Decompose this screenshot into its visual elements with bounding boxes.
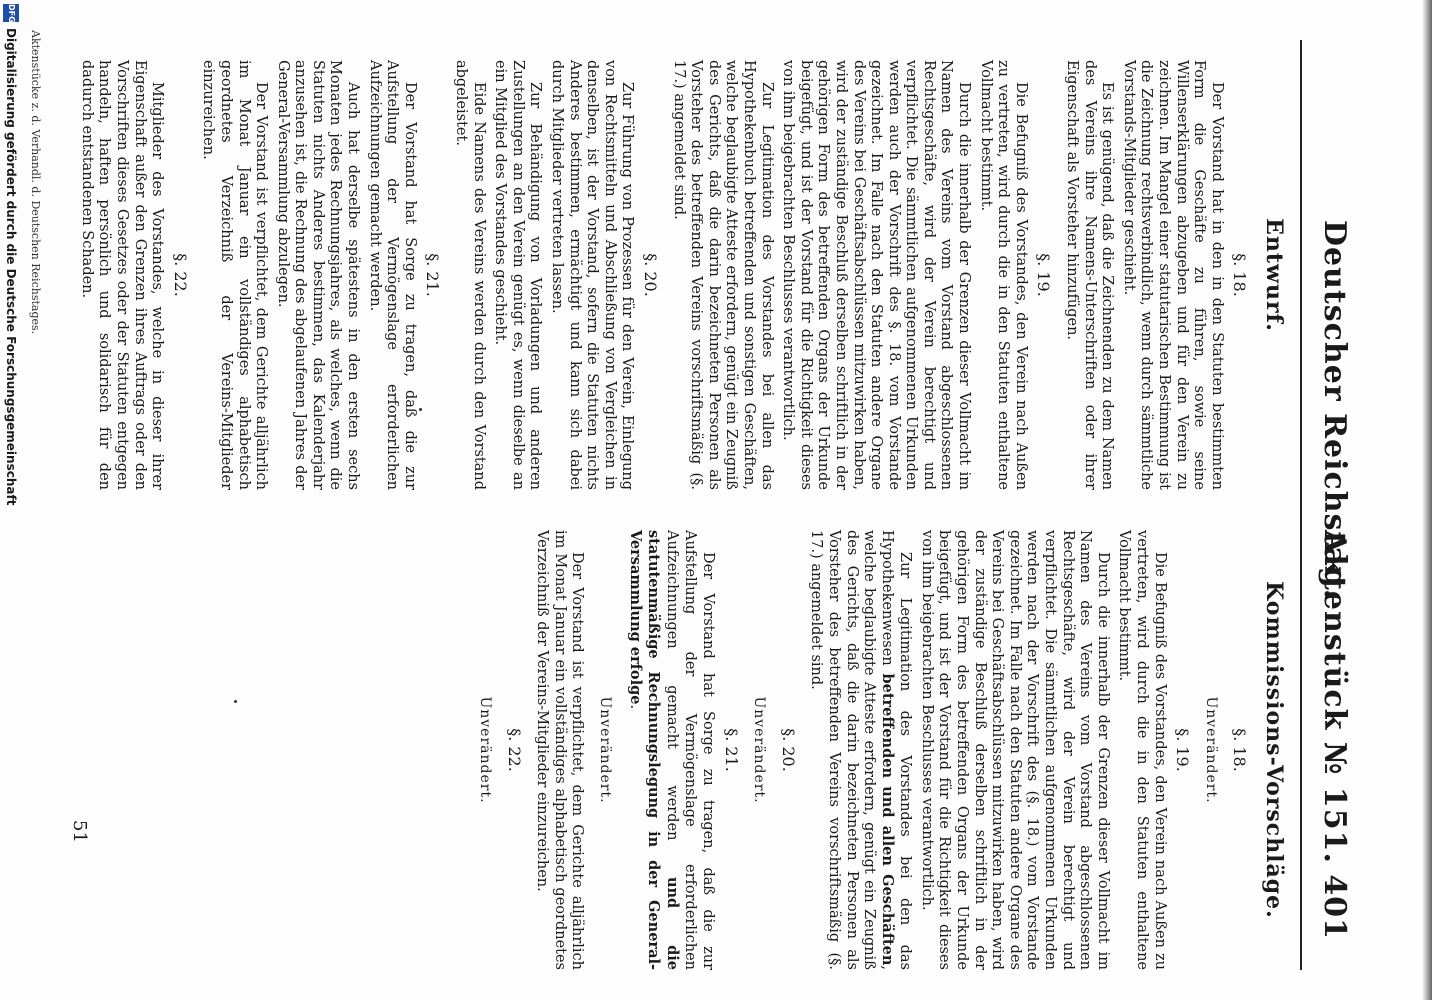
- paragraph: Die Befugniß des Vorstandes, den Verein nach Außen zu vertreten, wird durch die in den Statuten enthaltene Vollmacht bestimmt.: [977, 60, 1029, 490]
- paragraph: Mitglieder des Vorstandes, welche in dieser ihrer Eigenschaft außer den Grenzen ihres Auftrags oder den Vorschriften dieses Gesetzes oder der Statuten entgegen handeln, haften persönlich und solidarisch für den dadurch entstandenen Schaden.: [78, 60, 166, 490]
- unchanged-note: Unverändert.: [597, 696, 613, 804]
- amended-text: betreffenden und allen Geschäften: [878, 673, 896, 966]
- section-head-22: §. 22.: [504, 728, 524, 772]
- column-title-kommission: Kommissions-Vorschläge.: [1261, 581, 1287, 919]
- paragraph: Der Vorstand hat Sorge zu tragen, daß die zur Aufstellung der Vermögenslage erforderlichen Aufzeichnungen gemacht werden.: [366, 60, 418, 490]
- scan-edge-shadow: [1422, 0, 1432, 1000]
- page-number: 401: [1317, 874, 1352, 940]
- paragraph: Zur Behändigung von Vorladungen und anderen Zustellungen an den Verein genügt es, wenn dieselbe an ein Mitglied des Vorstandes geschieht.: [492, 60, 544, 490]
- header-rule: [1300, 40, 1302, 970]
- section-head-21: §. 21.: [721, 728, 741, 772]
- section-head-19: §. 19.: [1173, 728, 1193, 772]
- digitization-bar: [0, 0, 22, 1000]
- paragraph: Durch die innerhalb der Grenzen dieser Vollmacht im Namen des Vereins vom Vorstand abgeschlossenen Rechtsgeschäfte, wird der Verein berechtigt und verpflichtet. Die sämmtlichen aufgenommenen Urkunden werden nach der Vorschrift des (§. 18.) vom Vorstande gezeichnet. Im Falle nach den Statuten andere Organe des Vereins bei Geschäftsabschlüssen mitzuwirken haben, wird der zuständige Beschluß derselben schriftlich in der gehörigen Form des betreffenden Organs der Urkunde beigefügt, und ist der Vorstand für die Richtigkeit dieses von ihm beigebrachten Beschlusses verantwortlich.: [918, 530, 1111, 970]
- scan-speck: [234, 700, 237, 703]
- amended-text: und die statutenmäßige Rechnungslegung in der General-Versammlung erfolge: [626, 530, 681, 970]
- paragraph: Der Vorstand hat in den in den Statuten bestimmten Form die Geschäfte zu führen, sowie seine Willenserklärungen abzugeben und für den Verein zu zeichnen. Im Mangel einer statutarischen Bestimmung ist die Zeichnung rechtsverbindlich, wenn durch sämmtliche Vorstands-Mitglieder geschieht.: [1120, 60, 1225, 490]
- unchanged-note: Unverändert.: [1202, 696, 1219, 804]
- section-head-19: §. 19.: [1034, 253, 1054, 297]
- page-header: [1312, 60, 1352, 960]
- paragraph: Zur Legitimation des Vorstandes bei allen das Hypothekenbuch betreffenden und sonstigen Geschäften, welche beglaubigte Atteste erfordern, genügt ein Zeugniß des Gerichts, daß die darin bezeichneten Personen als Vorsteher des betreffenden Vereins vorschriftsmäßig (§. 17.) angemeldet sind.: [670, 60, 775, 490]
- header-document-number: Aktenstück № 151.: [1317, 530, 1352, 864]
- folio-number: 51: [69, 820, 90, 843]
- column-kommission: [465, 530, 1287, 971]
- paragraph: Durch die innerhalb der Grenzen dieser Vollmacht im Namen des Vereins vom Vorstand abgeschlossenen Rechtsgeschäfte, wird der Verein berechtigt und verpflichtet. Die sämmtlichen aufgenommenen Urkunden werden auch der Vorschrift des §. 18. vom Vorstande gezeichnet. Im Falle nach den Statuten andere Organe des Vereins bei Geschäftsabschlüssen mitzuwirken haben, wird der zuständige Beschluß derselben schriftlich in der gehörigen Form des betreffenden Organs der Urkunde beigefügt, und ist der Vorstand für die Richtigkeit dieses von ihm beigebrachten Beschlusses verantwortlich.: [780, 60, 973, 490]
- column-title-entwurf: Entwurf.: [1261, 218, 1287, 332]
- text-run: Zur Legitimation des Vorstandes bei den das Hypothekenwesen: [878, 530, 914, 970]
- digitization-credit: Digitalisierung gefördert durch die Deutsche Forschungsgemeinschaft: [4, 28, 18, 506]
- paragraph: Auch hat derselbe spätestens in den ersten sechs Monaten jedes Rechnungsjahres, als welches, wenn die Statuten nichts Anderes bestimmen, das Kalenderjahr anzusehen ist, die Rechnung des abgelaufenen Jahres der General-Versammlung abzulegen.: [274, 60, 362, 490]
- dfg-logo-icon: DFG: [3, 4, 19, 22]
- paragraph: Zur Führung von Prozessen für den Verein, Einlegung von Rechtsmitteln und Abschließung von Vergleichen in denselben, ist der Vorstand, sofern die Statuten nichts Anderes bestimmen, ermächtigt und kann sich dabei durch Mitglieder vertreten lassen.: [549, 60, 636, 490]
- section-head-20: §. 20.: [778, 728, 798, 772]
- text-run: Der Vorstand hat Sorge zu tragen, daß die zur Aufstellung der Vermögenslage erforderlichen Aufzeichnungen gemacht werden: [663, 530, 716, 970]
- paragraph: Eide Namens des Vereins werden durch den Vorstand abgeleistet.: [453, 60, 487, 490]
- section-head-21: §. 21.: [423, 253, 443, 297]
- header-publication: Deutscher Reichstag.: [1317, 220, 1352, 601]
- text-run: , welche beglaubigte Atteste erfordern, genügt ein Zeugniß des Gerichts, daß die darin bezeichneten Personen als Vorsteher des betreffenden Vereins vorschriftsmäßig (§. 17.) angemeldet sind.: [808, 530, 895, 971]
- paragraph: [807, 530, 914, 970]
- footnote: Aktenstücke z. d. Verhandl. d. Deutschen Reichstages.: [29, 30, 42, 335]
- paragraph: Der Vorstand ist verpflichtet, dem Gerichte alljährlich im Monat Januar ein vollständiges alphabetisch geordnetes Verzeichniß der Vereins-Mitglieder einzureichen.: [200, 60, 270, 490]
- section-head-20: §. 20.: [641, 253, 660, 297]
- unchanged-note: Unverändert.: [751, 696, 768, 804]
- unchanged-note: Unverändert.: [477, 696, 494, 804]
- column-entwurf: [73, 60, 1287, 490]
- section-head-18: §. 18.: [1230, 253, 1250, 297]
- paragraph: Es ist genügend, daß die Zeichnenden zu dem Namen des Vereins ihre Namens-Unterschriften oder ihrer Eigenschaft als Vorsteher hinzufügen.: [1064, 60, 1116, 490]
- paragraph: Die Befugniß des Vorstandes, den Verein nach Außen zu vertreten, wird durch die in den Statuten enthaltene Vollmacht bestimmt.: [1116, 530, 1168, 970]
- paragraph: Der Vorstand ist verpflichtet, dem Gerichte alljährlich im Monat Januar ein vollständiges alphabetisch geordnetes Verzeichniß der Vereins-Mitglieder einzureichen.: [534, 530, 586, 970]
- section-head-18: §. 18.: [1230, 728, 1250, 772]
- section-head-22: §. 22.: [170, 253, 190, 297]
- scan-speck: [419, 408, 422, 411]
- text-run: .: [626, 704, 643, 710]
- paragraph: [625, 530, 716, 970]
